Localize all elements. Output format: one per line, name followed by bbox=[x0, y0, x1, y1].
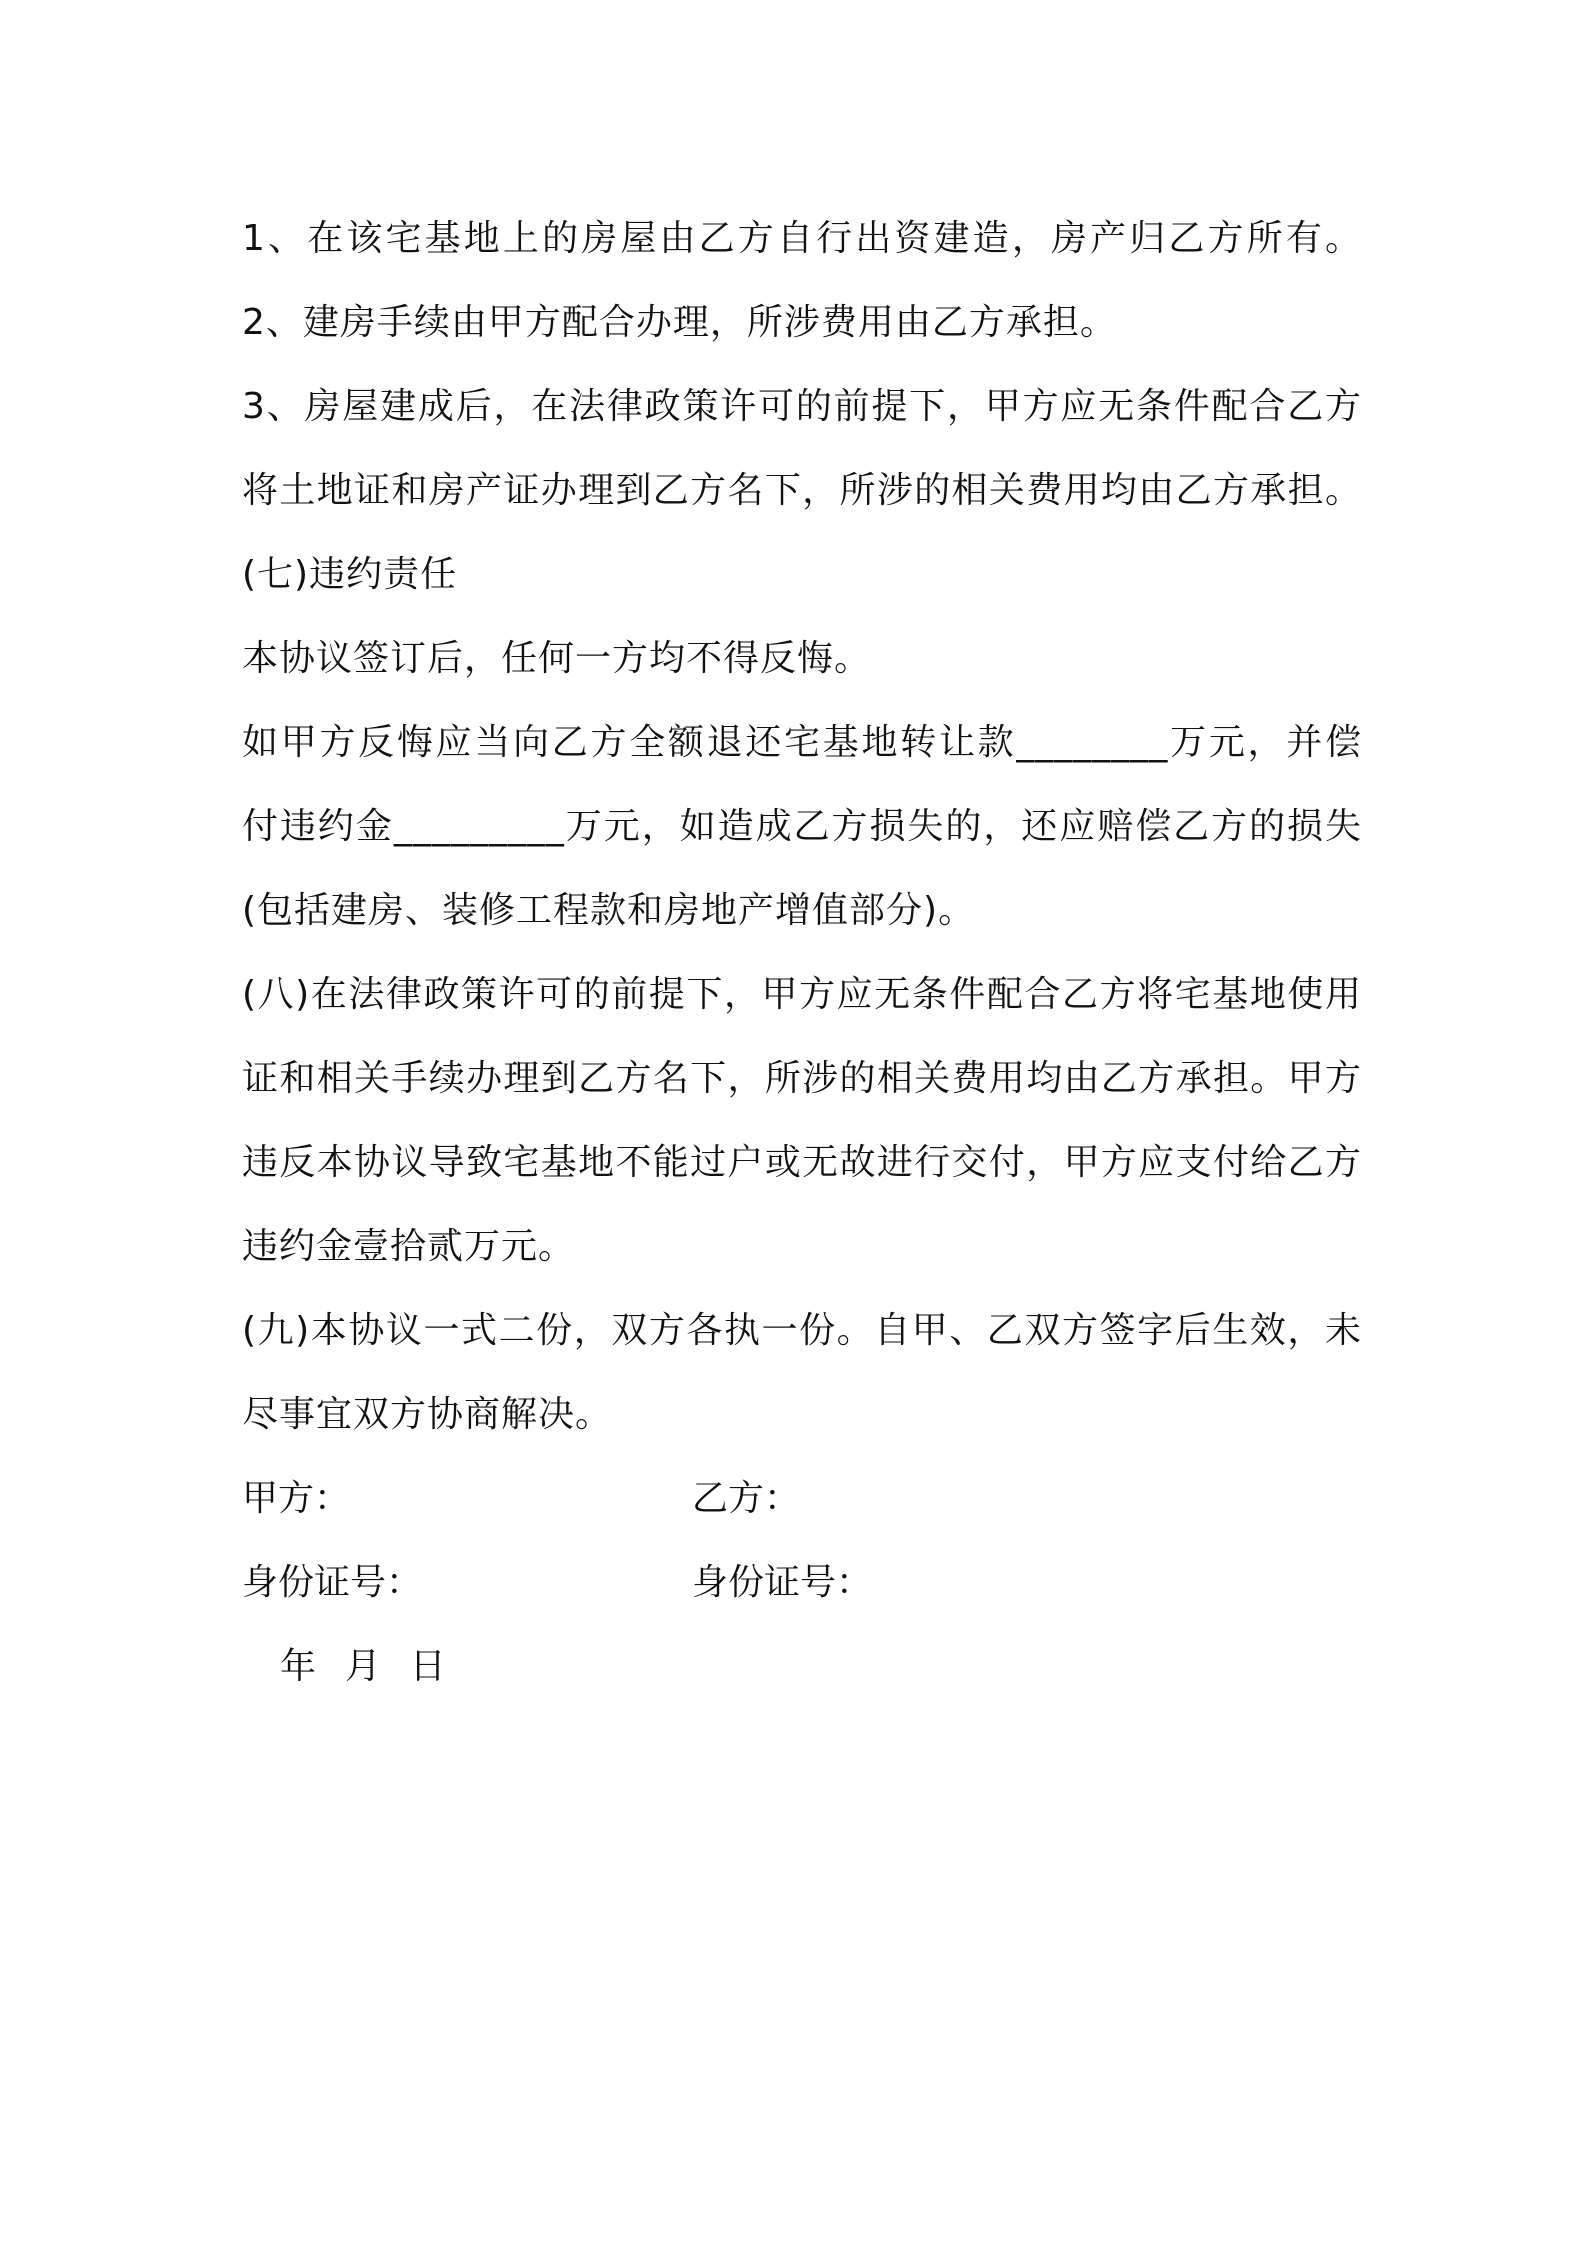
clause-line-9: (包括建房、装修工程款和房地产增值部分)。 bbox=[242, 890, 976, 931]
clause-line-6: 本协议签订后，任何一方均不得反悔。 bbox=[242, 638, 872, 679]
signature-row-party bbox=[242, 1457, 1362, 1541]
clause-line-11: 证和相关手续办理到乙方名下，所涉的相关费用均由乙方承担。甲方 bbox=[242, 1058, 1362, 1099]
clause-line-3: 3、房屋建成后，在法律政策许可的前提下，甲方应无条件配合乙方 bbox=[242, 386, 1362, 427]
party-b-label: 乙方： bbox=[692, 1478, 801, 1519]
clause-line-8: 付违约金_________万元，如造成乙方损失的，还应赔偿乙方的损失 bbox=[242, 806, 1362, 847]
signature-row-id bbox=[242, 1541, 1362, 1625]
party-a-label: 甲方： bbox=[242, 1478, 351, 1519]
party-a-id-label: 身份证号： bbox=[242, 1562, 423, 1603]
date-line: 年 月 日 bbox=[280, 1646, 448, 1687]
section-heading-breach: (七)违约责任 bbox=[242, 554, 458, 595]
clause-line-13: 违约金壹拾贰万元。 bbox=[242, 1226, 576, 1267]
clause-line-15: 尽事宜双方协商解决。 bbox=[242, 1394, 613, 1435]
clause-line-7: 如甲方反悔应当向乙方全额退还宅基地转让款________万元，并偿 bbox=[242, 722, 1362, 763]
clause-line-2: 2、建房手续由甲方配合办理，所涉费用由乙方承担。 bbox=[242, 302, 1117, 343]
clause-line-12: 违反本协议导致宅基地不能过户或无故进行交付，甲方应支付给乙方 bbox=[242, 1142, 1362, 1183]
clause-line-10: (八)在法律政策许可的前提下，甲方应无条件配合乙方将宅基地使用 bbox=[242, 974, 1362, 1015]
clause-line-4: 将土地证和房产证办理到乙方名下，所涉的相关费用均由乙方承担。 bbox=[242, 470, 1362, 511]
clause-line-14: (九)本协议一式二份，双方各执一份。自甲、乙双方签字后生效，未 bbox=[242, 1310, 1362, 1351]
clause-line-1: 1、在该宅基地上的房屋由乙方自行出资建造，房产归乙方所有。 bbox=[242, 218, 1362, 259]
document-body bbox=[242, 197, 1362, 1709]
party-b-id-label: 身份证号： bbox=[692, 1562, 873, 1603]
